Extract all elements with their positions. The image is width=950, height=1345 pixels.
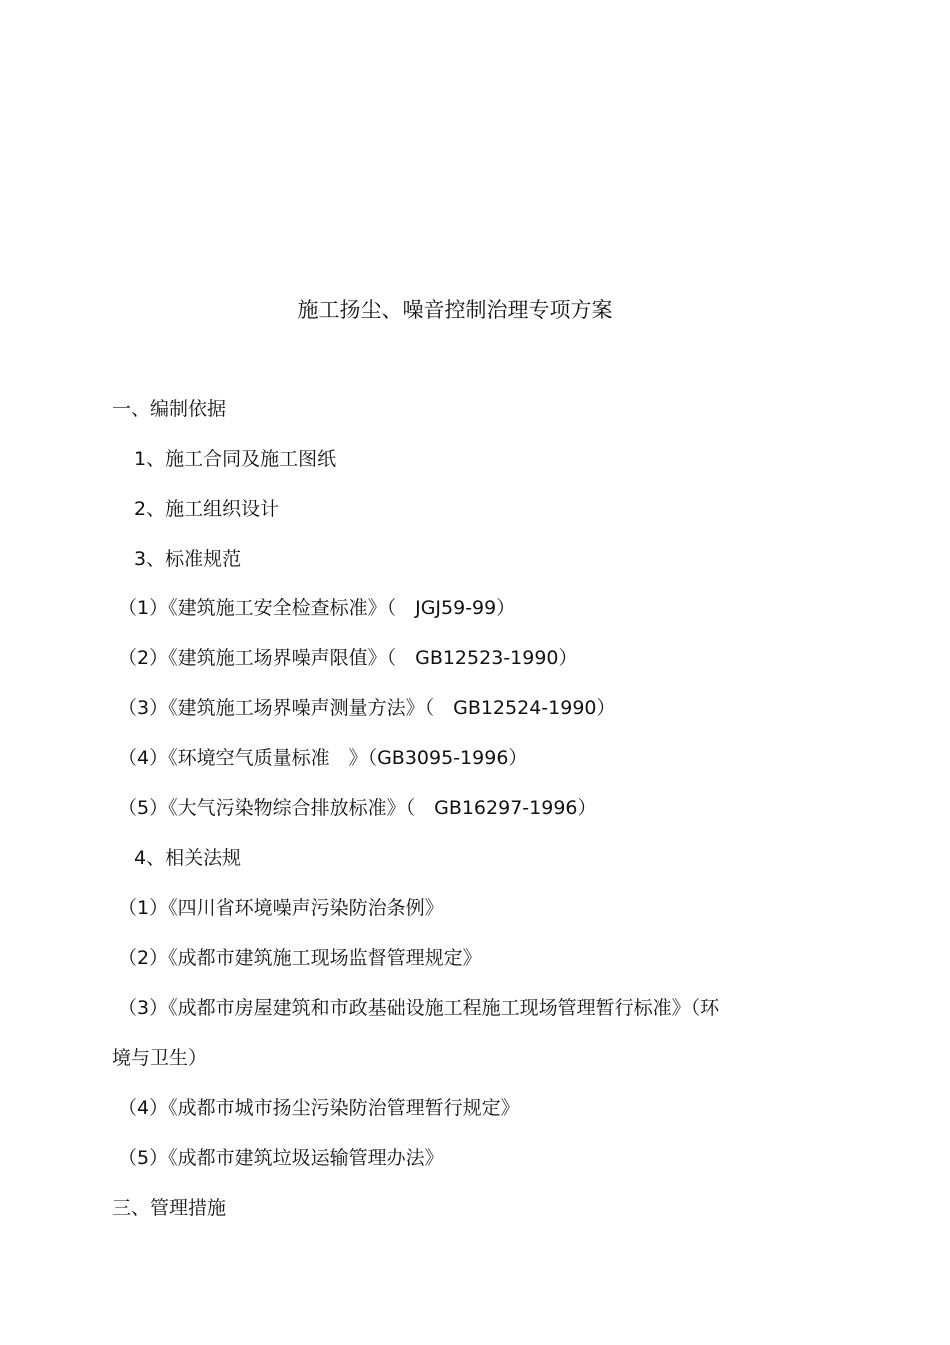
document-title: 施工扬尘、噪音控制治理专项方案	[297, 298, 613, 322]
regulation-item: （2）《成都市建筑施工现场监督管理规定》	[118, 947, 482, 969]
regulation-item-continuation: 境与卫生）	[112, 1047, 208, 1069]
basis-item-design: 2、施工组织设计	[134, 498, 280, 520]
regulation-item: （4）《成都市城市扬尘污染防治管理暂行规定》	[118, 1097, 520, 1119]
section-heading-basis: 一、编制依据	[112, 398, 227, 420]
basis-item-regulations: 4、相关法规	[134, 847, 242, 869]
section-heading-management: 三、管理措施	[112, 1197, 227, 1219]
standard-item: （4）《环境空气质量标准 》（GB3095-1996）	[118, 747, 528, 769]
standard-item: （5）《大气污染物综合排放标准》（ GB16297-1996）	[118, 797, 597, 819]
regulation-item: （3）《成都市房屋建筑和市政基础设施工程施工现场管理暂行标准》（环	[118, 997, 720, 1019]
standard-item: （2）《建筑施工场界噪声限值》（ GB12523-1990）	[118, 647, 578, 669]
regulation-item: （1）《四川省环境噪声污染防治条例》	[118, 897, 444, 919]
standard-item: （1）《建筑施工安全检查标准》（ JGJ59-99）	[118, 597, 516, 619]
regulation-item: （5）《成都市建筑垃圾运输管理办法》	[118, 1147, 444, 1169]
basis-item-contract: 1、施工合同及施工图纸	[134, 448, 337, 470]
standard-item: （3）《建筑施工场界噪声测量方法》（ GB12524-1990）	[118, 697, 616, 719]
basis-item-standards: 3、标准规范	[134, 548, 242, 570]
